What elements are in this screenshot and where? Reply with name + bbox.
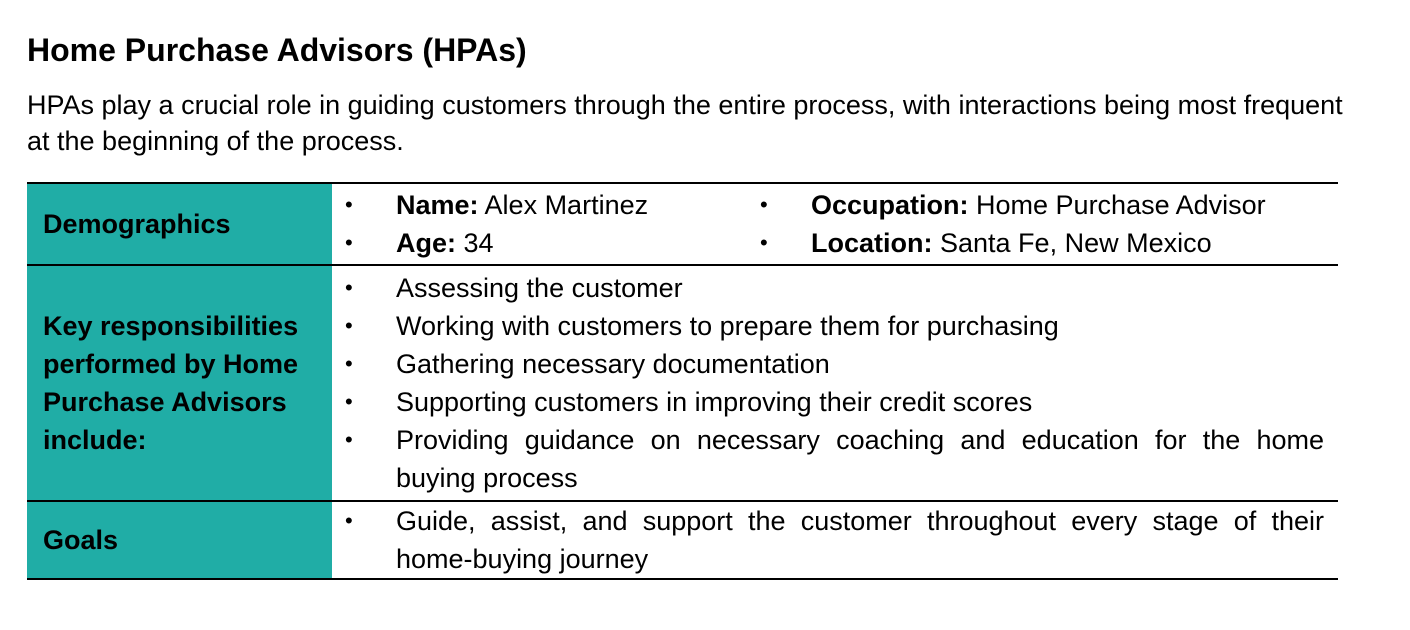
demographic-key: Age:: [396, 228, 456, 258]
list-item-text: Supporting customers in improving their credit scores: [396, 387, 1033, 417]
bullet-icon: •: [345, 275, 353, 300]
demographic-key: Location:: [811, 228, 933, 258]
list-item: [332, 345, 1324, 383]
bullet-icon: •: [345, 313, 353, 338]
bullet-icon: •: [345, 192, 353, 217]
list-item-text: Working with customers to prepare them for purchasing: [396, 311, 1059, 341]
bullet-icon: •: [345, 351, 353, 376]
demographics-content: [332, 183, 1338, 265]
list-item: [332, 269, 1324, 307]
list-item: [332, 421, 1324, 497]
demographic-age: [332, 224, 747, 262]
list-item: [332, 307, 1324, 345]
demographic-value: Santa Fe, New Mexico: [932, 228, 1212, 258]
intro-paragraph: HPAs play a crucial role in guiding customers through the entire process, with interactions being most frequent at the beginning of the process.: [27, 90, 1343, 156]
goals-content: [332, 501, 1338, 579]
bullet-icon: •: [345, 389, 353, 414]
demographics-left-list: [332, 186, 747, 262]
list-item: [332, 383, 1324, 421]
list-item-text: Assessing the customer: [396, 273, 683, 303]
responsibilities-content: [332, 265, 1338, 501]
demographics-label: Demographics: [27, 183, 332, 265]
demographic-key: Occupation:: [811, 190, 969, 220]
page-title: Home Purchase Advisors (HPAs): [27, 32, 527, 68]
list-item: [332, 502, 1324, 578]
bullet-icon: •: [760, 192, 768, 217]
goals-label: Goals: [27, 501, 332, 579]
demographic-occupation: [747, 186, 1324, 224]
demographic-value: Alex Martinez: [478, 190, 649, 220]
persona-table: [27, 182, 1338, 580]
bullet-icon: •: [345, 508, 353, 533]
goals-row: [27, 501, 1338, 579]
responsibilities-row: [27, 265, 1338, 501]
demographic-value: Home Purchase Advisor: [968, 190, 1266, 220]
demographic-key: Name:: [396, 190, 479, 220]
responsibilities-list: [332, 269, 1324, 497]
bullet-icon: •: [760, 230, 768, 255]
demographic-location: [747, 224, 1324, 262]
bullet-icon: •: [345, 427, 353, 452]
demographic-value: 34: [456, 228, 494, 258]
demographics-right-list: [747, 186, 1324, 262]
list-item-text: Gathering necessary documentation: [396, 349, 830, 379]
demographic-name: [332, 186, 747, 224]
list-item-text: Providing guidance on necessary coaching and education for the home buying process: [396, 425, 1324, 493]
demographics-row: [27, 183, 1338, 265]
list-item-text: Guide, assist, and support the customer throughout every stage of their home-buying journey: [396, 506, 1324, 574]
goals-list: [332, 502, 1324, 578]
bullet-icon: •: [345, 230, 353, 255]
responsibilities-label: Key responsibilities performed by Home Purchase Advisors include:: [27, 265, 332, 501]
